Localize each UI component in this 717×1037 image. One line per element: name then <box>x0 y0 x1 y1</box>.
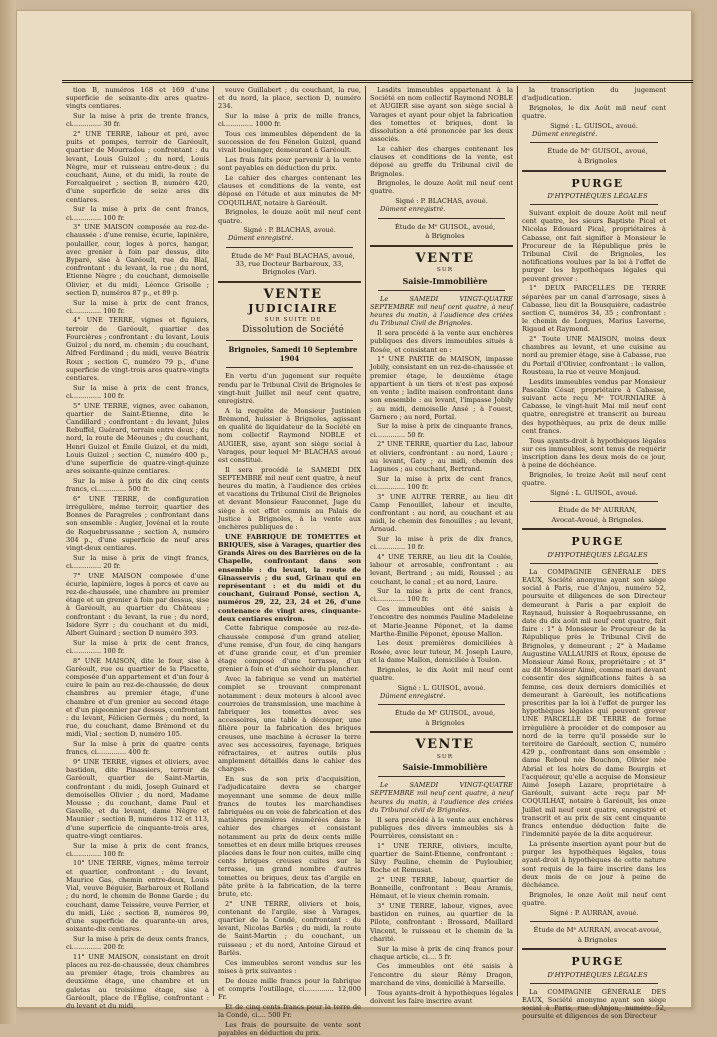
notice-subtitle: SUR <box>436 753 454 760</box>
paragraph: 6° UNE TERRE, de configuration irrégulière, même terroir, quartier des Bonnes de Paragreles ; confrontant dans son ensemble : Augier, Jovénal et la route de Roquebrussanne ; section A, numéro 304 p., d'une superficie de neuf ares vingt-deux centiares. <box>66 494 209 552</box>
study-location: à Brignoles <box>425 718 465 727</box>
paragraph: Brignoles, le dix Août mil neuf cent quatre. <box>522 103 666 121</box>
column-1 <box>62 86 214 1010</box>
notice-subject: Dissolution de Société <box>242 325 344 336</box>
notice-subtitle: SUR SUITE DE <box>264 316 322 323</box>
column-4 <box>518 86 670 1021</box>
paragraph: 5° UNE TERRE, vignes, avec cabanon, quartier de Saint-Étienne, dite le Candillard ; confrontant : du levant, Jules Rebuffel, Guérard, terrain entre deux ; du nord, la route de Méounes ; du couchant, Henri Guizol et Émile Guizol, et du midi, Louis Guizol ; section C, numéro 400 p., d'une superficie de quatre-vingt-quinze ares soixante-quinze centiares. <box>66 401 209 476</box>
signature-line: Signé : P. BLACHAS, avoué. <box>243 226 336 235</box>
paragraph: Sur la mise à prix de cinquante francs, ci.............. 50 fr. <box>370 422 513 439</box>
paragraph: Ces immeubles seront vendus sur les mises à prix suivantes : <box>218 958 361 975</box>
paragraph: tion B, numéros 168 et 169 d'une superficie de soixante-dix ares quatre-vingts centiares. <box>66 86 209 111</box>
paragraph: Le SAMEDI VINGT-QUATRE SEPTEMBRE mil neuf cent quatre, à neuf heures du matin, à l'audience des criées du Tribunal Civil de Brignoles. <box>370 294 513 328</box>
paragraph: 3° UNE TERRE, labour, vignes, avec bastidon en ruines, au quartier de la Pilote, confrontant : Brossard, Maillard Vincent, le ruisseau et le chemin de la charité. <box>370 902 513 943</box>
notice-subtitle: D'HYPOTHÈQUES LÉGALES <box>547 550 648 559</box>
notice-title-vente: VENTE <box>263 286 323 302</box>
notice-date: Brignoles, Samedi 10 Septembre 1904 <box>228 345 358 364</box>
signature-line: Signé : L. GUISOL, avoué. <box>550 488 638 497</box>
paragraph: Les frais faits pour parvenir à la vente sont payables en déduction du prix. <box>218 156 361 173</box>
section-divider <box>378 776 505 777</box>
paragraph: Sur la mise à prix de cent francs, ci.............. 100 fr. <box>66 383 209 400</box>
notice-title-judiciaire: JUDICIAIRE <box>248 302 338 316</box>
paragraph: Le SAMEDI VINGT-QUATRE SEPTEMBRE mil neuf cent quatre, à neuf heures du matin, à l'audience des criées du Tribunal civil de Brignoles. <box>370 781 513 814</box>
column-3 <box>366 86 518 1005</box>
notice-subtitle: D'HYPOTHÈQUES LÉGALES <box>547 970 648 979</box>
paragraph: Sur la mise à prix de cent francs, ci.............. 100 fr. <box>66 205 209 222</box>
section-divider <box>218 281 361 283</box>
paragraph: 1° DEUX PARCELLES DE TERRE séparées par un canal d'arrosage, sises à Cabasse, lieu dit la Bousquière, cadastrée section C, numéros 34, 35 ; confrontant : le chemin de Lorgues, Marius Laverne, Rigaud et Raymond. <box>522 284 666 334</box>
section-divider <box>226 340 353 341</box>
paragraph: La présente insertion ayant pour but de purger les hypothèques légales, tous ayant-droit à hypothèques de cette nature sont requis de la faire inscrire dans les deux mois de ce jour à peine de déchéance. <box>522 839 666 889</box>
paragraph: 2° UNE TERRE, labour et pré, avec puits et pompes, terroir de Garéoult, quartier de Mourradou ; confrontant : du levant, Louis Guizol ; du nord, Louis Nègre, mur et ruisseau entre-deux ; du couchant, Aune, et du midi, la route de Forcalqueiret ; section B, numéro 420, d'une superficie de seize ares dix centiares. <box>66 130 209 204</box>
signature-line: Signé : P. BLACHAS, avoué. <box>395 197 488 206</box>
paragraph: La COMPAGNIE GÉNÉRALE DES EAUX, Société anonyme ayant son siège social à Paris, rue d'Anjou, numéro 52, poursuite et diligences de son Directeur <box>522 987 666 1021</box>
paragraph: Cette fabrique composée au rez-de-chaussée composé d'un grand atelier, d'une remise, d'un four, de cinq hangars et d'une grande cour, et d'un premier étage composé d'une terrasse, d'un grenier à foin et d'un séchoir du plancher. <box>218 624 361 674</box>
study-heading: Étude de Mᵉ Paul BLACHAS, avoué, 33, rue Docteur Barbaroux, 33, Brignoles (Var). <box>231 251 355 277</box>
study-heading: Étude de Mᵉ GUISOL, avoué, <box>394 708 496 717</box>
paragraph: Sur la mise à prix de dix francs, ci.............. 10 fr. <box>370 535 513 552</box>
paragraph: Avec la fabrique se vend un matériel complet se trouvant comprenant notamment : deux moteurs à alcool avec courroies de transmission, une machine à fabriquer les tomettes avec ses accessoires, une table à découper, une filière pour la fabrication des briques creuses, une machine à écraser la terre avec ses accessoires, fayenage, briques réfractaires, et autres outils plus amplement détaillés dans le cahier des charges. <box>218 675 361 774</box>
section-divider <box>530 983 658 984</box>
paragraph: Sur la mise à prix de deux cents francs, ci.............. 200 fr. <box>66 934 209 952</box>
notice-subtitle: D'HYPOTHÈQUES LÉGALES <box>547 192 648 201</box>
section-divider <box>522 948 666 950</box>
paragraph: Il sera procédé à la vente aux enchères publiques des divers immeubles sis à Pourrières, consistant en : <box>370 815 513 840</box>
paragraph: La COMPAGNIE GÉNÉRALE DES EAUX, Société anonyme ayant son siège social à Paris, rue d'Anjou, numéro 52, poursuite et diligences de son Directeur demeurant à Paris a par exploit de Raynaud, huissier à Roquebrussanne, en date du dix août mil neuf cent quatre, fait faire : 1° à Monsieur le Procureur de la République près le Tribunal Civil de Brignoles, y demeurant ; 2° à Madame Augustine VALLAURIS et Roux, épouse de Monsieur Aimé Roux, propriétaire ; et 3° au dit Monsieur Aimé, comme mari devant consentir des significations faites à sa femme, ces deux derniers domiciliés et demeurant à Garéoult, les notifications prescrites par la loi à l'effet de purger les hypothèques légales qui peuvent grever UNE PARCELLE DE TERRE de forme irrégulière à procéder et de composer au nord de la terre qu'il possède sur le territoire de Garéoult, section C, numéro 429 p., confrontant dans son ensemble : dame Reboul née Bouchon, Olivier née Abrial et les hoirs de dame Bourgin et l'acquéreur, qu'elle a acquise de Monsieur Aimé Joseph Lazare, propriétaire à Garéoult, suivant acte reçu par Mᵉ COQUILHAT, notaire à Garéoult, les onze Juillet mil neuf cent quatre, enregistré et transcrit et au prix de six cent cinquante francs entendue déduction faite de l'indemnité payée de la dite acquéreur. <box>522 567 666 839</box>
study-heading: Étude de Mᵉ AURRAN, avocat-avoué, <box>533 925 662 934</box>
paragraph: 2° Toute UNE MAISON, moins deux chambres au levant, et une cuisine au nord au premier étage, sise à Cabasse, rue du Portail d'Olivier, confrontant : le vallon, Rousteau, la rue et veuve Monjaud. <box>522 335 666 376</box>
section-divider <box>226 367 353 368</box>
paragraph: Sur la mise à prix de quatre cents francs, ci.............. 400 fr. <box>66 740 209 757</box>
section-divider <box>530 921 658 922</box>
paragraph: En vertu d'un jugement sur requête rendu par le Tribunal Civil de Brignoles le vingt-huit Juillet mil neuf cent quatre, enregistré. <box>218 372 361 405</box>
notice-title-purge: PURGE <box>571 535 624 549</box>
section-divider <box>370 731 513 733</box>
notice-title-purge: PURGE <box>571 176 624 190</box>
paragraph: 4° UNE TERRE, vignes et figuiers, terroir de Garéoult, quartier des Fourcières ; confrontant : du levant, Louis Guizol ; du nord, m. chemin ; du couchant, Alfred Ferdinand ; du midi, veuve Béatrix Roux ; section C, numéro 79 p., d'une superficie de vingt-trois ares quatre-vingts centiares. <box>66 316 209 382</box>
paragraph: Sur la mise à prix de vingt francs, ci.............. 20 fr. <box>66 553 209 570</box>
paragraph: Brignoles, le onze Août mil neuf cent quatre. <box>522 890 666 907</box>
notice-subtitle: SUR <box>436 267 454 274</box>
legal-notices-columns <box>62 86 672 1037</box>
section-divider <box>522 170 666 172</box>
notice-title-vente: VENTE <box>415 250 475 266</box>
study-heading: Étude de Mᵉ AURRAN, <box>558 505 637 514</box>
paragraph: Il sera procédé à la vente aux enchères publiques des divers immeubles situés à Rosée, et consistant en : <box>370 329 513 354</box>
study-location: à Brignoles <box>577 157 618 166</box>
paragraph: Et de cinq cents francs pour la terre de la Condé, ci.... 500 Fr. <box>218 1002 361 1019</box>
signature-line: Signé : L. GUISOL, avoué. <box>397 683 486 692</box>
paragraph: 3° UNE MAISON composée au rez-de-chaussée : d'une remise, écurie, lapinière, poulailler, cour, loges à porcs, hangar, avec grenier à foin par dessus, dite Byparé, sise à Garéoult, rue du Blaï, confrontant : du levant, la rue ; du nord, Etienne Nègre ; du couchant, demoiselle Olivier, et du midi, Léonce Grisolle ; section D, numéros 87 p., et 89 p. <box>66 223 209 297</box>
paragraph: Brignoles, le dix Août mil neuf cent quatre. <box>370 665 513 682</box>
study-location: à Brignoles <box>425 232 465 241</box>
paragraph: Sur la mise à prix de cinq francs pour chaque article, ci.... 5 fr. <box>370 944 513 961</box>
paragraph: Lesdits immeubles vendus par Monsieur Pascalin César, propriétaire à Cabasse, suivant acte reçu Mᵉ TOURNIAIRE à Cabasse, le vingt-huit Mai mil neuf cent quatre, enregistré et transcrit au bureau des hypothèques, au prix de deux mille cent francs. <box>522 377 666 435</box>
paragraph: Ces immeubles ont été saisis à l'encontre du sieur Rémy Dragon, marchand de vins, domicilié à Marseille. <box>370 962 513 987</box>
paragraph: Ces immeubles ont été saisis à l'encontre des nommés Pauline Madeleine et Marie-Jeanne Péponet, et la dame Marthe-Émilie Péponet, épouse Mallon. <box>370 605 513 638</box>
study-location: à Brignoles <box>577 935 618 944</box>
paragraph: Brignoles, le treize Août mil neuf cent quatre. <box>522 470 666 488</box>
column-2 <box>214 86 366 1037</box>
paragraph: A la requête de Monsieur Justinien Brémond, huissier à Brignoles, agissant en qualité de liquidateur de la Société en nom collectif Raymond NOBLE et AUGIER, sise, ayant son siège social à Varages, pour lequel Mᵉ BLACHAS avoué est constitué. <box>218 406 361 464</box>
paragraph: Brignoles, le douze Août mil neuf cent quatre. <box>370 179 513 196</box>
registration-note: Dûment enregistré. <box>532 130 598 139</box>
paragraph: De douze mille francs pour la fabrique et compris l'outillage, ci.............. 12,000 Fr. <box>218 976 361 1001</box>
paragraph: Le cahier des charges contenant les clauses et conditions de la vente, est déposé en l'étude et aux minutes de Mᵉ COQUILHAT, notaire à Garéoult. <box>218 174 361 207</box>
section-divider <box>522 528 666 530</box>
paragraph: 9° UNE TERRE, vignes et oliviers, avec bastidon, dite Pinassiers, terroir de Garéoult, quartier de Saint-Martin, confrontant : du midi, Joseph Guinard et demoiselles Olivier ; du nord, Madame Mousse ; du couchant, dame Paul et Gavelle, et du levant, dame Nègre et Maunier ; section B, numéros 112 et 113, d'une superficie de cinquante-trois ares, quatre-vingt centiares. <box>66 758 209 840</box>
paragraph: Tous ayants-droit à hypothèques légales doivent les faire inscrire avant <box>370 988 513 1005</box>
registration-note: Dûment enregistré. <box>228 234 294 243</box>
paragraph: Sur la mise à prix de cent francs, ci.............. 100 fr. <box>66 638 209 655</box>
paragraph: 4° UNE TERRE, au lieu dit la Coulée, labour et arrosable, confrontant : au levant, Bertrand ; au midi, Roussel ; au couchant, le canal ; et au nord, Laure. <box>370 552 513 586</box>
section-divider <box>530 204 658 205</box>
study-location: Avocat-Avoué, à Brignoles. <box>551 515 644 524</box>
paragraph: Sur la mise à prix de trente francs, ci.............. 30 fr. <box>66 112 209 129</box>
section-divider <box>378 218 505 219</box>
registration-note: Dûment enregistré. <box>380 691 446 700</box>
paragraph: 7° UNE MAISON composée d'une écurie, lapinière, loges à porcs et cave au rez-de-chaussée, une chambre au premier étage et un grenier à foin par dessus, sise à Garéoult, au quartier du Château ; confrontant : du levant, la rue ; du nord, Isidore Syrr ; du couchant et du midi, Albert Guinard ; section D numéro 393. <box>66 571 209 637</box>
paragraph: Sur la mise à prix de cent francs, ci.............. 100 fr. <box>66 841 209 858</box>
section-divider <box>530 142 658 143</box>
page-fold <box>0 0 16 1024</box>
section-divider <box>370 245 513 247</box>
section-divider <box>530 563 658 564</box>
section-divider <box>530 501 658 502</box>
notice-title-purge: PURGE <box>571 955 624 969</box>
paragraph: 1° UNE PARTIE de MAISON, impasse Jobily, consistant en un rez-de-chaussée et premier étage, le deuxième étage appartient à un tiers et n'est pas exposé en vente ; ladite maison confrontant dans son ensemble : au levant, l'impasse Jobily ; au midi, demoiselle Ansé ; à l'ouest, Garnero ; au nord, Portal. <box>370 355 513 421</box>
paragraph: Sur la mise à prix de cent francs, ci.............. 100 fr. <box>370 587 513 604</box>
paragraph: la transcription du jugement d'adjudication. <box>522 86 666 103</box>
notice-subject: Saisie-Immobilière <box>402 275 488 286</box>
paragraph: 1° UNE TERRE, oliviers, inculte, quartier de Saint-Étienne, confrontant : Silvy Pauline, chemin de Puyloubier, Roche et Remusat. <box>370 841 513 875</box>
paragraph: Sur la mise à prix de cent francs, ci.............. 100 fr. <box>370 474 513 491</box>
signature-line: Signé : P. AURRAN, avoué. <box>549 908 639 917</box>
paragraph: 2° UNE TERRE, labour, quartier de Bonneille, confrontant : Beau Aramis, Hémaut, et le vieux chemin romain. <box>370 875 513 901</box>
paragraph: Tous ces immeubles dépendent de la succession de feu Fénelon Guizol, quand vivait boulanger, demeurant à Garéoult. <box>218 130 361 155</box>
paragraph: Sur la mise à prix de dix cinq cents francs, ci.............. 500 fr. <box>66 476 209 494</box>
paragraph: veuve Guillabert ; du couchant, la rue, et du nord, la place, section D, numéro 234. <box>218 86 361 111</box>
paragraph: Lesdits immeubles appartenant à la Société en nom collectif Raymond NOBLE et AUGIER sise ayant son siège social à Varages et ayant pour objet la fabrication des tomettes et briques, dont la dissolution a été prononcée par les deux associés. <box>370 86 513 144</box>
paragraph: Tous ayants-droit à hypothèques légales sur ces immeubles, sont tenus de requérir inscription dans les deux mois de ce jour, à peine de déchéance. <box>522 436 666 470</box>
paragraph: Suivant exploit de douze Août mil neuf cent quatre, les sieurs Baptiste Pical et Nicolas Edouard Pical, propriétaires à Cabasse, ont fait signifier à Monsieur le Procureur de la République près le Tribunal Civil de Brignoles, les notifications voulues par la loi à l'effet de purger les hypothèques légales qui peuvent grever : <box>522 209 666 283</box>
paragraph: UNE FABRIQUE DE TOMETTES et BRIQUES, sise à Varages, quartier des Grands Aires ou des Barrières ou de la Chapelle, confrontant dans son ensemble : du levant, la route de Ginasservis ; du sud, Grinau qui en représentant : et du midi et du couchant, Guiraud Ponsé, section A, numéros 29, 22, 23, 24 et 26, d'une contenance de vingt ares, cinquante-deux centiares environ. <box>218 532 361 623</box>
paragraph: Les frais de poursuite de vente sont payables en déduction du prix. <box>218 1020 361 1037</box>
paragraph: 10° UNE TERRE, vignes, même terroir et quartier, confrontant : du levant, Maurice Gas, chemin entre-deux, Louis Vial, veuve Béguier, Barbaroux et Rolland ; du nord, le chemin de Bonne Garde ; du couchant, dame Teissère, veuve Perrier, et du midi, Liéc ; section B, numéros 99, d'une superficie de quarante-un ares, soixante-dix centiares. <box>66 859 209 934</box>
paragraph: Sur la mise à prix de cent francs, ci.............. 100 fr. <box>66 298 209 315</box>
notice-subject: Saisie-Immobilière <box>402 762 488 773</box>
registration-note: Dûment enregistré. <box>380 205 446 214</box>
paragraph: Il sera procédé le SAMEDI DIX SEPTEMBRE mil neuf cent quatre, à neuf heures du matin, à l'audience des criées et vacations du Tribunal Civil de Brignoles et devant Monsieur Fauconnet, Juge du siège à cet effet commis au Palais de Justice à Brignoles, à la vente aux enchères publiques de : <box>218 465 361 532</box>
paragraph: Brignoles, le douze août mil neuf cent quatre. <box>218 208 361 225</box>
section-divider <box>378 704 505 705</box>
study-heading: Étude de Mᵉ GUISOL, avoué, <box>394 222 496 231</box>
paragraph: 2° UNE TERRE, oliviers et bois, contenant de l'argile, sise à Varages, quartier de la Condé, confrontant : du levant, Nicolas Barlès ; du midi, la route de Saint-Martin ; du couchant, un ruisseau ; et du nord, Antoine Giraud et Barlès. <box>218 899 361 957</box>
signature-line: Signé : L. GUISOL, avoué. <box>550 121 638 130</box>
paragraph: 8° UNE MAISON, dite le four, sise à Garéoult, rue ou quartier de la Placette, composée d'un appartement et d'un four à cuire le pain au rez-de-chaussée, de deux chambres au premier étage, d'une chambre et d'un grenier au second étage et d'un pigeonnier par dessus, confrontant : du levant, Félicien Germès ; du nord, la rue, du couchant, dame Brémond et du midi, Vial ; section D, numéro 105. <box>66 656 209 739</box>
paragraph: Sur la mise à prix de mille francs, ci.............. 1000 fr. <box>218 112 361 129</box>
paragraph: En sus de son prix d'acquisition, l'adjudicataire devra se charger moyennant une somme de deux mille francs de toutes les marchandises fabriquées ou en voie de fabrication et des matières premières énumérées dans le cahier des charges et consistant notamment au prix de deux cents mille tomettes et en deux mille briques creuses placées dans le four non cuites, mille cinq cents briques creuses cuites sur la terrasse, un grand nombre d'autres tomettes ou briques, deux tas d'argile en pâte prête à la fabrication, de la terre brute, etc. <box>218 775 361 898</box>
paragraph: Le cahier des charges contenant les clauses et conditions de la vente, est déposé au greffe du Tribunal civil de Brignoles. <box>370 144 513 178</box>
paragraph: Les deux premières domiciliées à Rosée, avec leur tuteur, M. Joseph Laure, et la dame Mallon, domiciliée à Toulon. <box>370 639 513 664</box>
paragraph: 2° UNE TERRE, quartier du Lac, labour et oliviers, confrontant : au nord, Laure ; au levant, Gaty ; au midi, chemin des Lagunes ; au couchant, Bertrand. <box>370 440 513 473</box>
top-double-rule <box>62 80 693 83</box>
section-divider <box>378 290 505 291</box>
paragraph: 11° UNE MAISON, consistant en droit places au rez-de-chaussée, deux chambres au premier étage, trois chambres au deuxième étage, une chambre et un galetas au troisième étage, sise à Garéoult, place de l'Église, confrontant : du levant et du midi, <box>66 952 209 1010</box>
paragraph: 3° UNE AUTRE TERRE, au lieu dit Camp Fenouillet, labour et inculte, confrontant : au nord, au couchant et au midi, le chemin des fenouilles ; au levant, Arnaud. <box>370 492 513 534</box>
study-heading: Étude de Mᵉ GUISOL, avoué, <box>547 147 648 156</box>
notice-title-vente: VENTE <box>415 737 475 753</box>
section-divider <box>226 247 353 248</box>
